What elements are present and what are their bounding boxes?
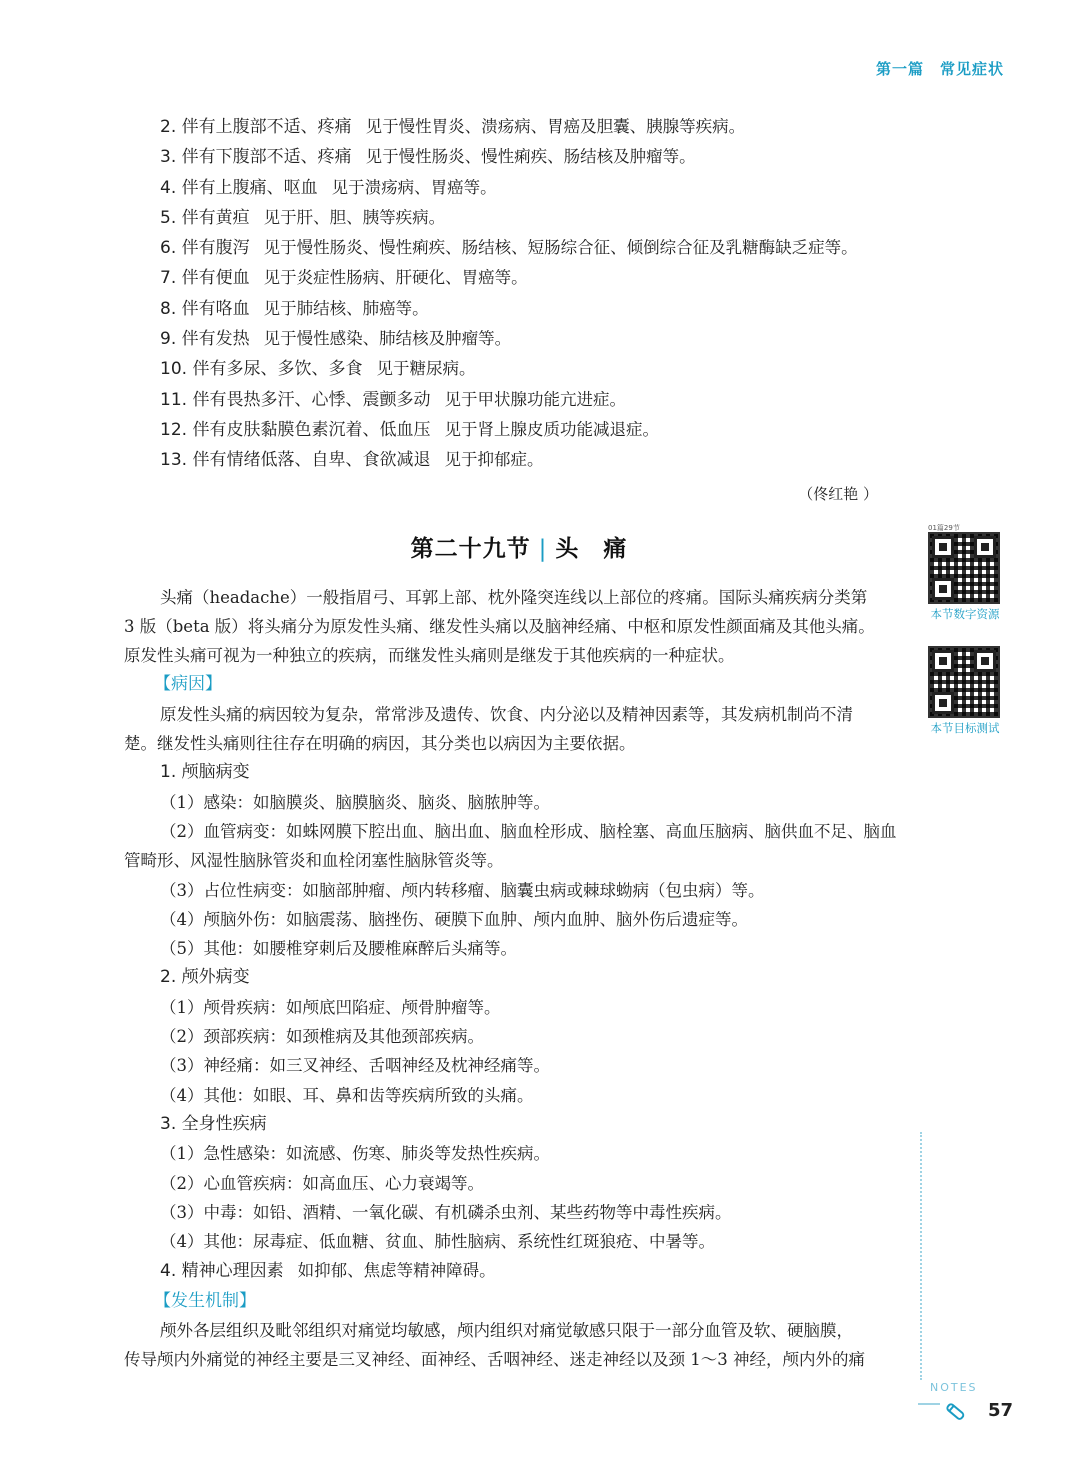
intro-line: 头痛（headache）一般指眉弓、耳郭上部、枕外隆突连线以上部位的疼痛。国际头痛疾病分类第 — [160, 587, 868, 607]
qr-code-test[interactable] — [928, 646, 1000, 718]
list-item-label: 7. 伴有便血 — [160, 268, 250, 289]
list-item — [124, 263, 914, 293]
cause-line: 原发性头痛的病因较为复杂，常常涉及遗传、饮食、内分泌以及精神因素等，其发病机制尚不清 — [160, 704, 853, 724]
page-number: 57 — [988, 1400, 1014, 1421]
group-item: （4）其他：如眼、耳、鼻和齿等疾病所致的头痛。 — [160, 1085, 534, 1105]
qr-finder-pattern — [932, 692, 954, 714]
list-item-text: 见于慢性胃炎、溃疡病、胃癌及胆囊、胰腺等疾病。 — [365, 117, 746, 136]
list-item — [124, 415, 914, 445]
list-item — [124, 112, 914, 142]
list-item — [124, 233, 914, 263]
group-title-3: 3. 全身性疾病 — [160, 1113, 267, 1134]
list-item — [124, 142, 914, 172]
intro-line: 原发性头痛可视为一种独立的疾病，而继发性头痛则是继发于其他疾病的一种症状。 — [124, 646, 735, 666]
list-item-text: 见于慢性肠炎、慢性痢疾、肠结核、短肠综合征、倾倒综合征及乳糖酶缺乏症等。 — [263, 238, 858, 258]
intro-line: 3 版（beta 版）将头痛分为原发性头痛、继发性头痛以及脑神经痛、中枢和原发性颜面痛及其他头痛。 — [124, 616, 875, 636]
notes-margin-line — [920, 1132, 922, 1380]
qr-code-tag: 01篇29节 — [928, 524, 960, 532]
section-title — [124, 530, 914, 563]
list-item-text: 见于慢性感染、肺结核及肿瘤等。 — [263, 329, 512, 349]
list-item-label: 10. 伴有多尿、多饮、多食 — [160, 359, 363, 380]
list-item-text: 见于慢性肠炎、慢性痢疾、肠结核及肿瘤等。 — [365, 147, 696, 167]
list-item-text: 见于抑郁症。 — [444, 450, 544, 470]
list-item — [124, 294, 914, 324]
group-item: 管畸形、风湿性脑脉管炎和血栓闭塞性脑脉管炎等。 — [124, 851, 504, 871]
group-item: （3）中毒：如铅、酒精、一氧化碳、有机磷杀虫剂、某些药物等中毒性疾病。 — [160, 1202, 732, 1222]
list-item — [124, 173, 914, 203]
group-items-3 — [124, 1139, 914, 1256]
group-item: （4）其他：尿毒症、低血糖、贫血、肺性脑病、系统性红斑狼疮、中暑等。 — [160, 1232, 715, 1252]
group-items-1 — [124, 788, 914, 964]
list-item-label: 3. 伴有下腹部不适、疼痛 — [160, 147, 352, 168]
list-item-label: 12. 伴有皮肤黏膜色素沉着、低血压 — [160, 419, 431, 440]
title-divider: | — [538, 535, 548, 562]
list-item-text: 见于糖尿病。 — [376, 359, 476, 379]
qr-finder-pattern — [932, 578, 954, 600]
qr-finder-pattern — [932, 650, 954, 672]
group-items-2 — [124, 993, 914, 1110]
notes-label: NOTES — [930, 1381, 978, 1394]
list-item-text: 见于肾上腺皮质功能减退症。 — [444, 419, 659, 439]
group-title-1: 1. 颅脑病变 — [160, 762, 250, 783]
group-4 — [124, 1256, 914, 1286]
group-title-4: 4. 精神心理因素 — [160, 1261, 284, 1282]
group-item: （1）急性感染：如流感、伤寒、肺炎等发热性疾病。 — [160, 1144, 550, 1164]
list-item-text: 见于炎症性肠病、肝硬化、胃癌等。 — [263, 268, 528, 288]
qr-finder-pattern — [974, 650, 996, 672]
list-item — [124, 354, 914, 384]
list-item-label: 6. 伴有腹泻 — [160, 238, 250, 259]
list-item-text: 见于溃疡病、胃癌等。 — [331, 177, 497, 197]
running-header — [876, 58, 1004, 79]
qr-finder-pattern — [974, 536, 996, 558]
group-item: （5）其他：如腰椎穿刺后及腰椎麻醉后头痛等。 — [160, 939, 517, 959]
group-item: （2）血管病变：如蛛网膜下腔出血、脑出血、脑血栓形成、脑栓塞、高血压脑病、脑供血不足、脑血 — [160, 821, 897, 841]
group-item: （3）神经痛：如三叉神经、舌咽神经及枕神经痛等。 — [160, 1056, 550, 1076]
group-item: （4）颅脑外伤：如脑震荡、脑挫伤、硬膜下血肿、颅内血肿、脑外伤后遗症等。 — [160, 909, 748, 929]
list-item-label: 5. 伴有黄疸 — [160, 207, 250, 228]
mechanism-paragraph — [124, 1316, 914, 1375]
mechanism-heading: 【发生机制】 — [154, 1290, 256, 1311]
cause-heading: 【病因】 — [154, 674, 222, 695]
group-item: （1）感染：如脑膜炎、脑膜脑炎、脑炎、脑脓肿等。 — [160, 792, 550, 812]
qr-label-test: 本节目标测试 — [930, 721, 1000, 735]
list-item-label: 13. 伴有情绪低落、自卑、食欲减退 — [160, 450, 431, 471]
header-chapter: 常见症状 — [939, 60, 1004, 78]
list-item-text: 见于肝、胆、胰等疾病。 — [263, 207, 446, 227]
notes-divider — [918, 1403, 940, 1405]
mechanism-line: 传导颅内外痛觉的神经主要是三叉神经、面神经、舌咽神经、迷走神经以及颈 1～3 神经，颅内外的痛 — [124, 1350, 865, 1370]
header-part: 第一篇 — [875, 60, 924, 78]
cause-line: 楚。继发性头痛则往往存在明确的病因，其分类也以病因为主要依据。 — [124, 734, 636, 754]
qr-label-resources: 本节数字资源 — [930, 607, 1000, 621]
list-item-text: 见于甲状腺功能亢进症。 — [444, 389, 626, 409]
list-item-text: 见于肺结核、肺癌等。 — [263, 298, 429, 318]
group-item: （2）心血管疾病：如高血压、心力衰竭等。 — [160, 1173, 484, 1193]
group-title-2: 2. 颅外病变 — [160, 967, 250, 988]
page-content — [124, 112, 914, 1375]
cause-paragraph — [124, 700, 914, 759]
symptom-list — [124, 112, 914, 476]
list-item — [124, 203, 914, 233]
list-item-label: 8. 伴有咯血 — [160, 298, 250, 319]
group-item: （2）颈部疾病：如颈椎病及其他颈部疾病。 — [160, 1027, 484, 1047]
qr-code-resources[interactable] — [928, 532, 1000, 604]
section-topic: 头 痛 — [555, 535, 628, 562]
group-item: （1）颅骨疾病：如颅底凹陷症、颅骨肿瘤等。 — [160, 997, 501, 1017]
list-item — [124, 324, 914, 354]
qr-finder-pattern — [932, 536, 954, 558]
group-text-4: 如抑郁、焦虑等精神障碍。 — [297, 1261, 496, 1281]
author-credit: （佟红艳 ） — [798, 484, 878, 503]
intro-paragraph — [124, 583, 914, 671]
list-item — [124, 385, 914, 415]
list-item-label: 9. 伴有发热 — [160, 329, 250, 350]
list-item-label: 4. 伴有上腹痛、呕血 — [160, 177, 318, 198]
list-item — [124, 445, 914, 475]
mechanism-line: 颅外各层组织及毗邻组织对痛觉均敏感，颅内组织对痛觉敏感只限于一部分血管及软、硬脑膜， — [160, 1320, 853, 1340]
pencil-icon — [940, 1398, 970, 1426]
list-item-label: 2. 伴有上腹部不适、疼痛 — [160, 117, 352, 137]
group-item: （3）占位性病变：如脑部肿瘤、颅内转移瘤、脑囊虫病或棘球蚴病（包虫病）等。 — [160, 880, 765, 900]
section-number: 第二十九节 — [410, 535, 531, 562]
list-item-label: 11. 伴有畏热多汗、心悸、震颤多动 — [160, 389, 431, 410]
